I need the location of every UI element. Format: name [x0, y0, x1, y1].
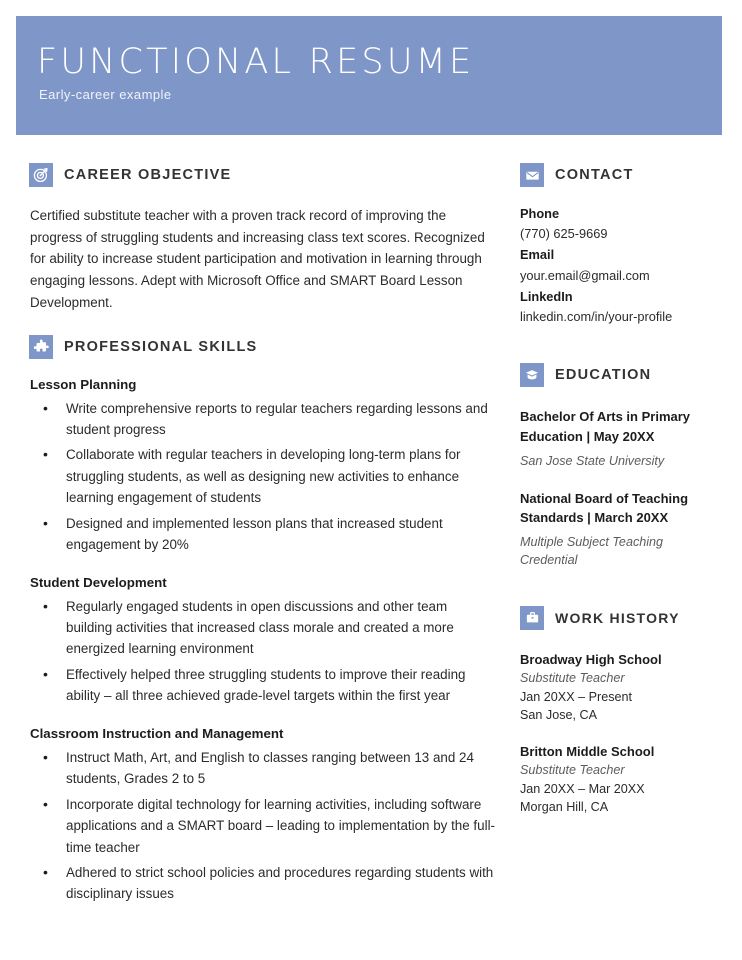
skill-group-title: Student Development: [30, 574, 167, 590]
work-entry-role: Substitute Teacher: [520, 671, 625, 686]
work-entry-role: Substitute Teacher: [520, 763, 625, 778]
section-contact: [520, 163, 720, 187]
list-item: • Designed and implemented lesson plans that increased student engagement by 20%: [66, 513, 495, 556]
section-title-education: EDUCATION: [555, 367, 652, 384]
contact-label-email: Email: [520, 247, 555, 263]
education-entry-title: Bachelor Of Arts in Primary Education | May 20XX: [520, 409, 691, 444]
section-title-career-objective: CAREER OBJECTIVE: [64, 167, 232, 183]
work-entry-employer: Britton Middle School: [520, 744, 655, 760]
page-title: FUNCTIONAL RESUME: [37, 42, 475, 82]
skill-bullet-list: [29, 596, 495, 707]
work-entry: [520, 742, 720, 816]
skill-group-title: Lesson Planning: [30, 376, 137, 392]
list-item: • Adhered to strict school policies and procedures regarding students with disciplinary issues: [66, 862, 495, 905]
education-entry: [520, 489, 720, 570]
section-professional-skills: [29, 335, 495, 359]
work-entry-location: Morgan Hill, CA: [520, 800, 609, 815]
section-title-professional-skills: PROFESSIONAL SKILLS: [64, 338, 258, 355]
education-section: [520, 363, 720, 570]
skill-bullet-list: [29, 398, 495, 556]
target-icon: [29, 163, 53, 187]
section-career-objective: [29, 163, 495, 187]
contact-label-linkedin: LinkedIn: [520, 288, 573, 304]
skill-group: [29, 575, 495, 707]
section-title-contact: CONTACT: [555, 167, 634, 183]
section-education: [520, 363, 720, 387]
skill-group: [29, 726, 495, 905]
contact-details: [520, 204, 720, 327]
list-item: • Write comprehensive reports to regular teachers regarding lessons and student progress: [66, 398, 495, 441]
work-entry-location: San Jose, CA: [520, 708, 598, 723]
work-entry-employer: Broadway High School: [520, 651, 662, 667]
envelope-icon: [520, 163, 544, 187]
graduation-cap-icon: [520, 363, 544, 387]
right-column: [520, 163, 720, 817]
career-objective-paragraph: Certified substitute teacher with a proven track record of improving the progress of struggling students and increasing class text scores. Recognized for ability to increase student participation and motivation in learning through engaging lessons. Adept with Microsoft Office and SMART Board Lesson Development.: [30, 208, 485, 310]
header-banner: [16, 16, 722, 135]
contact-value-phone: (770) 625-9669: [520, 226, 608, 242]
work-entry-dates: Jan 20XX – Present: [520, 689, 633, 704]
section-title-work-history: WORK HISTORY: [555, 609, 680, 626]
skill-group: [29, 377, 495, 556]
list-item: • Collaborate with regular teachers in developing long-term plans for struggling students, as well as designing new activities to enhance learning engagement of students: [66, 444, 495, 508]
puzzle-piece-icon: [29, 335, 53, 359]
contact-label-phone: Phone: [520, 206, 560, 221]
section-work-history: [520, 606, 720, 630]
briefcase-icon: [520, 606, 544, 630]
education-entry-subtitle: Multiple Subject Teaching Credential: [520, 535, 664, 567]
education-entry: [520, 407, 720, 470]
list-item: • Instruct Math, Art, and English to classes ranging between 13 and 24 students, Grades 2 to 5: [66, 747, 495, 790]
work-history-section: [520, 606, 720, 817]
education-entry-title: National Board of Teaching Standards | March 20XX: [520, 490, 689, 525]
page-subtitle: Early-career example: [39, 87, 172, 102]
list-item: • Regularly engaged students in open discussions and other team building activities that increased class morale and created a more energized learning environment: [66, 596, 495, 660]
work-entry: [520, 650, 720, 724]
contact-value-email[interactable]: your.email@gmail.com: [520, 267, 650, 283]
contact-value-linkedin[interactable]: linkedin.com/in/your-profile: [520, 309, 673, 325]
work-entry-dates: Jan 20XX – Mar 20XX: [520, 782, 645, 797]
list-item: • Incorporate digital technology for learning activities, including software applications and a SMART board – leading to implementation by the full-time teacher: [66, 794, 495, 858]
list-item: • Effectively helped three struggling students to improve their reading ability – all three achieved grade-level targets within the first year: [66, 664, 495, 707]
education-entry-subtitle: San Jose State University: [520, 453, 665, 468]
left-column: [29, 163, 495, 909]
skill-bullet-list: [29, 747, 495, 905]
skill-group-title: Classroom Instruction and Management: [30, 725, 284, 741]
